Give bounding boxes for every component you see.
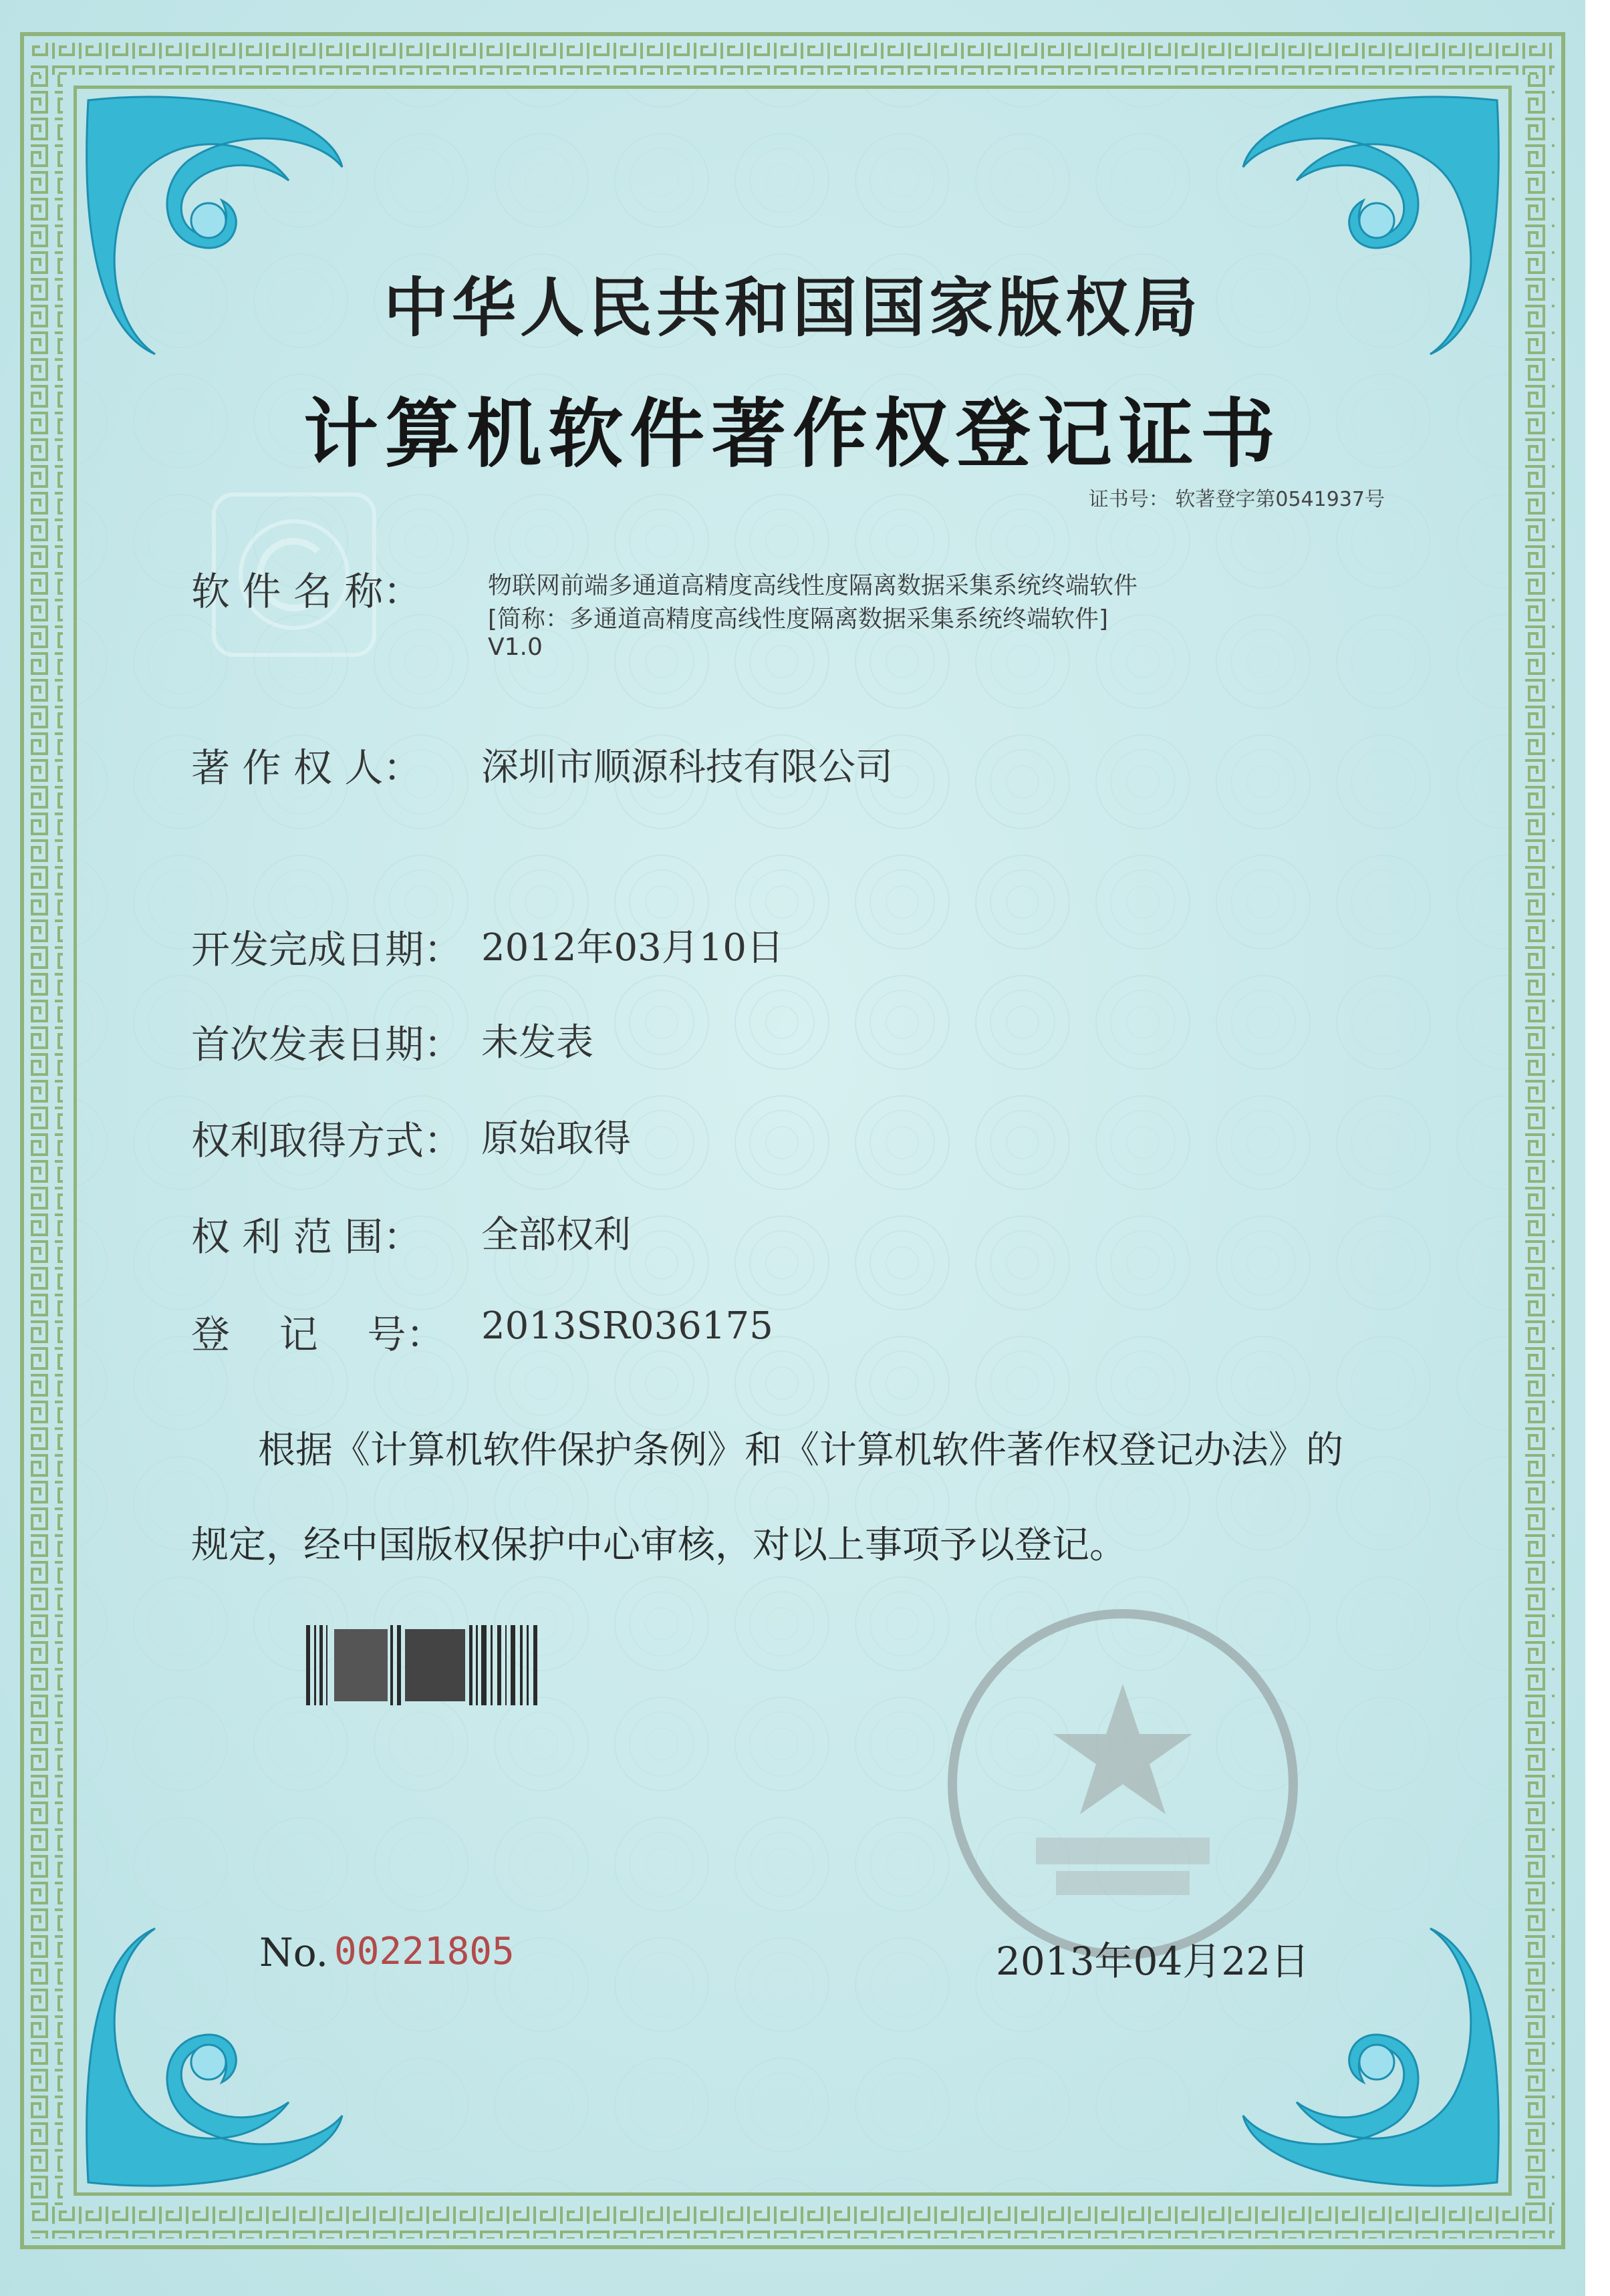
scope-value: 全部权利 — [481, 1213, 631, 1257]
first-publish-value: 未发表 — [481, 1021, 593, 1064]
serial-prefix: No. — [259, 1930, 329, 1975]
scope-label: 权 利 范 围： — [191, 1214, 422, 1260]
software-name-line1: 物联网前端多通道高精度高线性度隔离数据采集系统终端软件 — [488, 572, 1138, 599]
issuer-heading: 中华人民共和国国家版权局 — [384, 271, 1202, 345]
statement-line-2: 规定，经中国版权保护中心审核，对以上事项予以登记。 — [191, 1524, 1127, 1567]
owner-label: 著 作 权 人： — [191, 745, 422, 791]
software-name-line2: [简称：多通道高精度高线性度隔离数据采集系统终端软件] — [488, 605, 1109, 633]
acquisition-value: 原始取得 — [481, 1117, 631, 1161]
barcode — [306, 1625, 540, 1705]
certificate-number: 证书号： 软著登字第0541937号 — [1088, 488, 1385, 511]
certificate-title: 计算机软件著作权登记证书 — [303, 390, 1282, 478]
official-seal-stamp — [936, 1597, 1310, 1971]
registration-number-label: 登 记 号： — [191, 1312, 445, 1357]
serial-number: 00221805 — [334, 1930, 515, 1973]
completion-date-value: 2012年03月10日 — [481, 926, 785, 970]
completion-date-label: 开发完成日期： — [191, 927, 463, 972]
statement-line-1: 根据《计算机软件保护条例》和《计算机软件著作权登记办法》的 — [258, 1429, 1343, 1472]
owner-value: 深圳市顺源科技有限公司 — [481, 746, 893, 789]
software-name-label: 软 件 名 称： — [191, 569, 422, 614]
software-version: V1.0 — [488, 633, 543, 661]
issue-date: 2013年04月22日 — [996, 1939, 1310, 1984]
first-publish-label: 首次发表日期： — [191, 1022, 463, 1067]
registration-number-value: 2013SR036175 — [481, 1304, 773, 1348]
acquisition-label: 权利取得方式： — [191, 1118, 463, 1163]
